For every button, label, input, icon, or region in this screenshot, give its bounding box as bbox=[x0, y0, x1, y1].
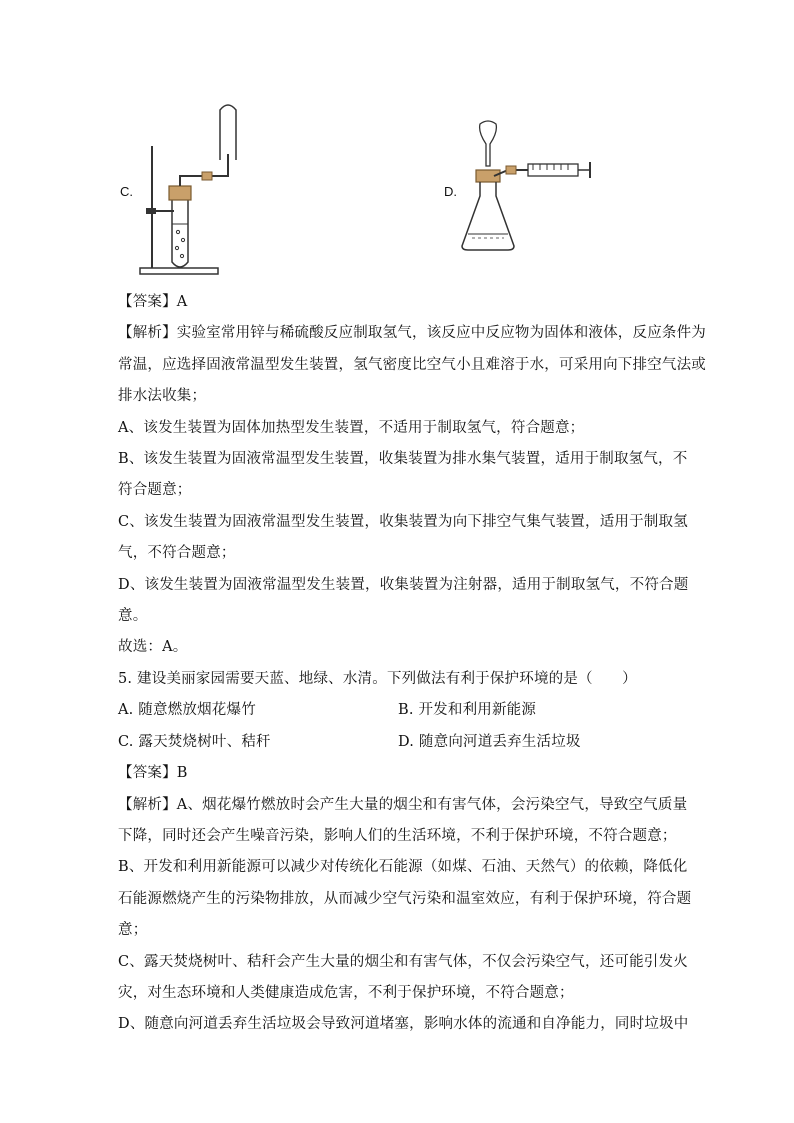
q5-option-b: B. 开发和利用新能源 bbox=[398, 702, 537, 719]
q5-option-c: C. 露天焚烧树叶、秸秆 bbox=[118, 733, 271, 750]
figure-d-label: D. bbox=[444, 184, 457, 199]
q5-option-a: A. 随意燃放烟花爆竹 bbox=[118, 702, 256, 719]
q5-analysis-line: D、随意向河道丢弃生活垃圾会导致河道堵塞，影响水体的流通和自净能力，同时垃圾中 bbox=[118, 1016, 689, 1033]
q5-option-d: D. 随意向河道丢弃生活垃圾 bbox=[398, 733, 581, 750]
q5-analysis-line: C、露天焚烧树叶、秸秆会产生大量的烟尘和有害气体，不仅会污染空气，还可能引发火 bbox=[118, 953, 688, 970]
q4-analysis-line: 意。 bbox=[118, 608, 148, 625]
q5-analysis-line: 意； bbox=[118, 922, 148, 939]
q5-question: 5. 建设美丽家园需要天蓝、地绿、水清。下列做法有利于保护环境的是（ ） bbox=[118, 670, 637, 687]
figure-c-label: C. bbox=[120, 184, 133, 199]
q5-analysis-line: B、开发和利用新能源可以减少对传统化石能源（如煤、石油、天然气）的依赖，降低化 bbox=[118, 859, 688, 876]
question-content bbox=[118, 287, 706, 1041]
q4-analysis-line: B、该发生装置为固液常温型发生装置，收集装置为排水集气装置，适用于制取氢气，不 bbox=[118, 451, 688, 468]
q5-analysis-line: 灾，对生态环境和人类健康造成危害，不利于保护环境，不符合题意； bbox=[118, 984, 574, 1001]
q5-answer: 【答案】B bbox=[118, 765, 188, 782]
apparatus-figures bbox=[118, 100, 678, 280]
figure-c-test-tube-apparatus bbox=[138, 100, 248, 280]
q4-analysis-line: 【解析】实验室常用锌与稀硫酸反应制取氢气，该反应中反应物为固体和液体，反应条件为 bbox=[118, 325, 706, 342]
q5-options-row-2 bbox=[118, 727, 678, 758]
q4-analysis-line: 排水法收集； bbox=[118, 388, 207, 405]
q4-answer: 【答案】A bbox=[118, 294, 188, 310]
q4-analysis-line: C、该发生装置为固液常温型发生装置，收集装置为向下排空气集气装置，适用于制取氢 bbox=[118, 513, 688, 530]
q5-analysis-line: 石能源燃烧产生的污染物排放，从而减少空气污染和温室效应，有利于保护环境，符合题 bbox=[118, 890, 692, 907]
q5-analysis-line: 【解析】A、烟花爆竹燃放时会产生大量的烟尘和有害气体，会污染空气，导致空气质量 bbox=[118, 796, 688, 813]
q5-options-row-1 bbox=[118, 695, 678, 726]
q4-analysis-line: D、该发生装置为固液常温型发生装置，收集装置为注射器，适用于制取氢气，不符合题 bbox=[118, 576, 689, 593]
figure-d-syringe-apparatus bbox=[458, 118, 598, 258]
q4-analysis-line: 气，不符合题意； bbox=[118, 545, 236, 562]
q4-analysis-line: 常温，应选择固液常温型发生装置，氢气密度比空气小且难溶于水，可采用向下排空气法或 bbox=[118, 356, 706, 373]
q5-analysis-line: 下降，同时还会产生噪音污染，影响人们的生活环境，不利于保护环境，不符合题意； bbox=[118, 827, 677, 844]
q4-analysis-line: A、该发生装置为固体加热型发生装置，不适用于制取氢气，符合题意； bbox=[118, 419, 585, 436]
q4-analysis-line: 符合题意； bbox=[118, 482, 192, 499]
q4-analysis-line: 故选：A。 bbox=[118, 639, 188, 656]
